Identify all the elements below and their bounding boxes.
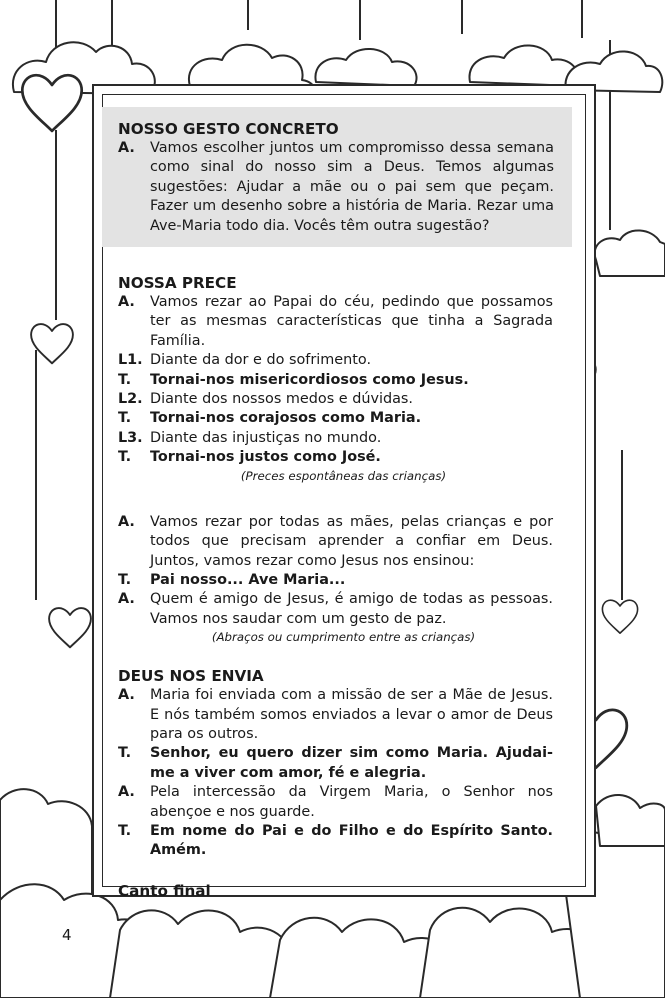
prayer-line <box>118 409 553 428</box>
speaker: L1. <box>118 352 143 369</box>
speaker: A. <box>118 687 135 704</box>
prayer-line <box>118 686 553 744</box>
speaker: T. <box>118 371 132 388</box>
response-text: Pai nosso... Ave Maria... <box>150 571 346 588</box>
response-text: Tornai-nos justos como José. <box>150 449 381 466</box>
line-text: Pela intercessão da Virgem Maria, o Senhor nos abençoe e nos guarde. <box>150 784 553 820</box>
line-text: Vamos rezar ao Papai do céu, pedindo que possamos ter as mesmas características que tinha a Sagrada Família. <box>150 294 553 349</box>
prayer-line <box>118 571 553 590</box>
rubric-note: (Preces espontâneas das crianças) <box>240 468 447 483</box>
prayer-line <box>118 448 553 467</box>
response-text: Tornai-nos corajosos como Maria. <box>150 410 422 427</box>
gesto-line <box>118 139 554 236</box>
heading-gesto: NOSSO GESTO CONCRETO <box>118 120 339 138</box>
prayer-line <box>118 822 553 861</box>
rubric-note: (Abraços ou cumprimento entre as crianças) <box>211 630 476 645</box>
page-number: 4 <box>62 926 72 944</box>
prayer-line <box>118 744 553 783</box>
prayer-line <box>118 390 553 409</box>
heading-prece: NOSSA PRECE <box>118 274 237 293</box>
speaker: L2. <box>118 391 143 408</box>
speaker: T. <box>118 571 132 588</box>
speaker: L3. <box>118 429 143 446</box>
line-text: Maria foi enviada com a missão de ser a Mãe de Jesus. E nós também somos enviados a levar o amor de Deus para os outros. <box>150 687 553 742</box>
line-text: Diante da dor e do sofrimento. <box>150 352 372 369</box>
response-text: Em nome do Pai e do Filho e do Espírito Santo. Amém. <box>150 822 553 859</box>
section-nossa-prece <box>102 273 583 646</box>
speaker: T. <box>118 449 132 466</box>
section-deus-nos-envia <box>102 666 583 901</box>
response-text: Senhor, eu quero dizer sim como Maria. Ajudai-me a viver com amor, fé e alegria. <box>150 745 553 781</box>
prayer-line <box>118 513 553 571</box>
closing-song: Canto final <box>118 881 211 900</box>
prayer-line <box>118 293 553 351</box>
speaker: A. <box>118 294 135 311</box>
heading-envia: DEUS NOS ENVIA <box>118 667 264 686</box>
liturgy-text <box>102 107 583 901</box>
prayer-line <box>118 590 553 629</box>
speaker: A. <box>118 784 135 801</box>
section-gesto-concreto <box>102 107 572 247</box>
speaker: T. <box>118 822 132 839</box>
prayer-line <box>118 371 553 390</box>
speaker: T. <box>118 410 132 427</box>
prayer-line <box>118 351 553 370</box>
speaker: T. <box>118 745 132 762</box>
response-text: Tornai-nos misericordiosos como Jesus. <box>150 371 469 388</box>
prayer-line <box>118 783 553 822</box>
line-text: Diante das injustiças no mundo. <box>150 429 382 446</box>
speaker: A. <box>118 140 135 156</box>
prayer-line <box>118 429 553 448</box>
line-text: Quem é amigo de Jesus, é amigo de todas as pessoas. Vamos nos saudar com um gesto de paz. <box>150 591 553 627</box>
line-text: Vamos rezar por todas as mães, pelas crianças e por todos que precisam aprender a confiar em Deus. Juntos, vamos rezar como Jesus nos ensinou: <box>150 513 553 569</box>
gesto-text: Vamos escolher juntos um compromisso dessa semana como sinal do nosso sim a Deus. Temos algumas sugestões: Ajudar a mãe ou o pai sem que peçam. Fazer um desenho sobre a história de Maria. Rezar uma Ave-Maria todo dia. Vocês têm outra sugestão? <box>150 140 554 234</box>
speaker: A. <box>118 513 135 530</box>
speaker: A. <box>118 591 135 608</box>
line-text: Diante dos nossos medos e dúvidas. <box>150 391 414 408</box>
